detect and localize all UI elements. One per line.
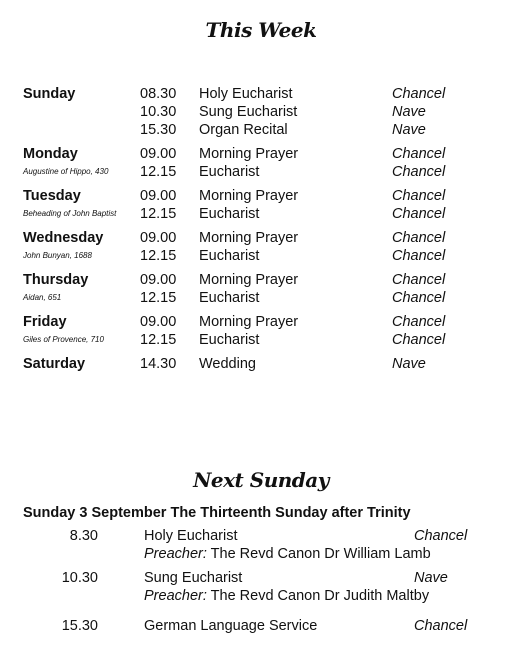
service-location: Chancel <box>392 86 446 102</box>
service-location: Chancel <box>392 314 446 330</box>
saint-commemoration: Augustine of Hippo, 430 <box>23 167 109 176</box>
service-name: Eucharist <box>199 164 260 180</box>
service-location: Chancel <box>392 248 446 264</box>
preacher-row <box>0 545 522 563</box>
service-location: Nave <box>392 104 426 120</box>
schedule-row <box>0 163 522 181</box>
service-name: Eucharist <box>199 332 260 348</box>
service-name: Sung Eucharist <box>144 570 243 586</box>
day-label: Tuesday <box>23 188 81 204</box>
service-name: Holy Eucharist <box>144 528 238 544</box>
service-name: Eucharist <box>199 206 260 222</box>
next-sunday-service-row <box>0 617 522 635</box>
service-name: Sung Eucharist <box>199 104 298 120</box>
schedule-row <box>0 145 522 163</box>
service-location: Chancel <box>392 164 446 180</box>
service-name: Organ Recital <box>199 122 288 138</box>
service-name: Morning Prayer <box>199 146 299 162</box>
service-location: Chancel <box>414 618 468 634</box>
service-name: Eucharist <box>199 248 260 264</box>
schedule-row <box>0 331 522 349</box>
service-time: 12.15 <box>140 290 177 306</box>
schedule-row <box>0 229 522 247</box>
service-name: Wedding <box>199 356 256 372</box>
schedule-row <box>0 205 522 223</box>
service-location: Chancel <box>392 146 446 162</box>
saint-commemoration: John Bunyan, 1688 <box>23 251 92 260</box>
service-time: 12.15 <box>140 248 177 264</box>
preacher-row <box>0 587 522 605</box>
service-time: 09.00 <box>140 188 177 204</box>
preacher-name: The Revd Canon Dr Judith Maltby <box>210 588 430 604</box>
day-label: Monday <box>23 146 78 162</box>
service-location: Chancel <box>392 272 446 288</box>
day-label: Sunday <box>23 86 76 102</box>
service-time: 12.15 <box>140 332 177 348</box>
saint-commemoration: Aidan, 651 <box>23 293 62 302</box>
service-time: 10.30 <box>140 104 177 120</box>
service-name: Morning Prayer <box>199 188 299 204</box>
day-label: Thursday <box>23 272 89 288</box>
service-location: Chancel <box>392 206 446 222</box>
schedule-row <box>0 85 522 103</box>
service-location: Chancel <box>392 188 446 204</box>
service-name: Morning Prayer <box>199 272 299 288</box>
schedule-row <box>0 313 522 331</box>
service-time: 08.30 <box>140 86 177 102</box>
service-time: 09.00 <box>140 230 177 246</box>
next-sunday-title: Sunday 3 September The Thirteenth Sunday after Trinity <box>23 505 411 521</box>
schedule-row <box>0 103 522 121</box>
service-location: Chancel <box>392 332 446 348</box>
service-name: Eucharist <box>199 290 260 306</box>
schedule-row <box>0 247 522 265</box>
this-week-heading: This Week <box>205 18 317 42</box>
service-name: Holy Eucharist <box>199 86 293 102</box>
day-label: Saturday <box>23 356 86 372</box>
next-sunday-service-row <box>0 569 522 587</box>
preacher-line <box>144 587 429 605</box>
day-label: Wednesday <box>23 230 104 246</box>
preacher-label: Preacher: <box>144 588 207 604</box>
schedule-row <box>0 187 522 205</box>
service-time: 15.30 <box>140 122 177 138</box>
schedule-row <box>0 121 522 139</box>
service-time: 15.30 <box>61 618 98 634</box>
schedule-row <box>0 355 522 373</box>
saint-commemoration: Giles of Provence, 710 <box>23 335 104 344</box>
service-location: Nave <box>414 570 448 586</box>
saint-commemoration: Beheading of John Baptist <box>23 209 117 218</box>
schedule-row <box>0 289 522 307</box>
service-name: Morning Prayer <box>199 230 299 246</box>
service-time: 10.30 <box>61 570 98 586</box>
day-label: Friday <box>23 314 67 330</box>
service-time: 8.30 <box>69 528 98 544</box>
service-name: Morning Prayer <box>199 314 299 330</box>
service-location: Nave <box>392 356 426 372</box>
preacher-name: The Revd Canon Dr William Lamb <box>210 546 431 562</box>
service-time: 14.30 <box>140 356 177 372</box>
service-location: Chancel <box>414 528 468 544</box>
next-sunday-service-row <box>0 527 522 545</box>
preacher-line <box>144 545 431 563</box>
service-time: 09.00 <box>140 146 177 162</box>
service-location: Chancel <box>392 230 446 246</box>
service-time: 12.15 <box>140 164 177 180</box>
service-time: 09.00 <box>140 314 177 330</box>
service-location: Nave <box>392 122 426 138</box>
next-sunday-heading: Next Sunday <box>193 468 329 492</box>
schedule-row <box>0 271 522 289</box>
service-name: German Language Service <box>144 618 318 634</box>
preacher-label: Preacher: <box>144 546 207 562</box>
service-location: Chancel <box>392 290 446 306</box>
service-time: 09.00 <box>140 272 177 288</box>
service-time: 12.15 <box>140 206 177 222</box>
